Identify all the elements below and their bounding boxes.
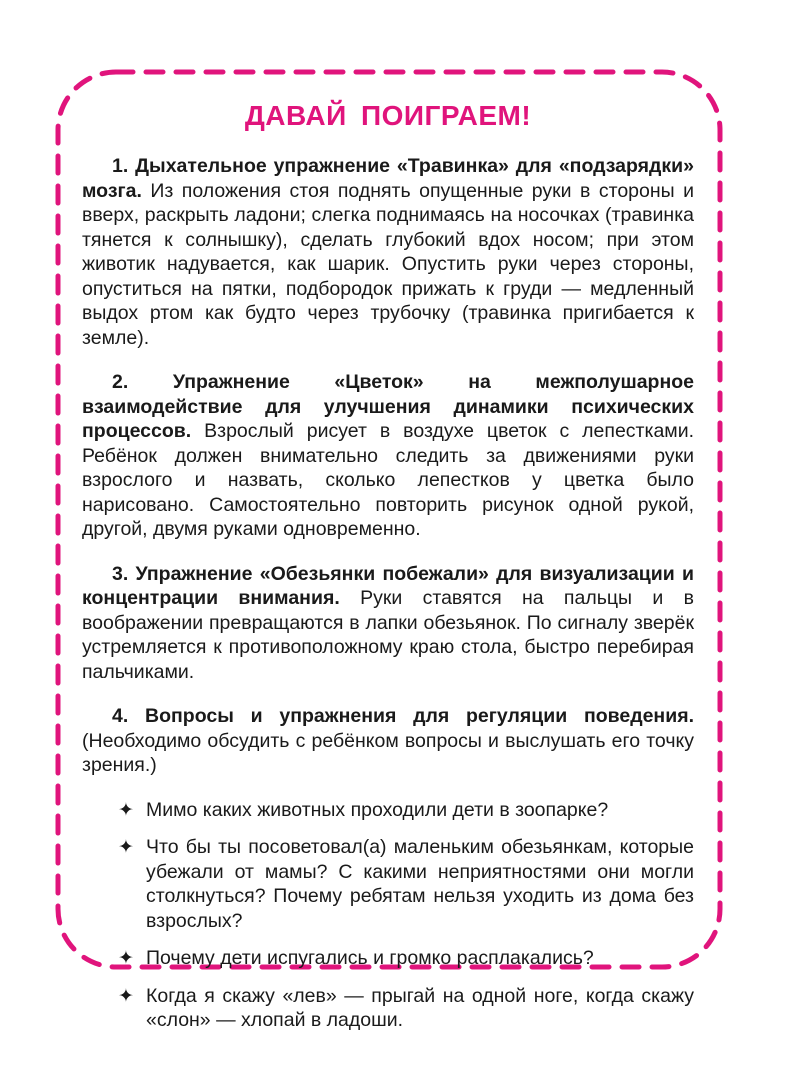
list-item-text: Что бы ты посоветовал(а) маленьким обезьянкам, которые убежали от мамы? С какими неприятностями они могли столкнуться? Почему ребятам нельзя уходить из дома без взрослых? <box>146 836 694 932</box>
exercise-3 <box>82 562 694 685</box>
exercise-1 <box>82 154 694 350</box>
exercise-1-heading: 1. Дыхательное упражнение «Травинка» для «подзарядки» мозга. <box>82 155 694 202</box>
list-item <box>118 946 694 971</box>
exercise-4 <box>82 704 694 778</box>
exercise-1-body: Из положения стоя поднять опущенные руки в стороны и вверх, раскрыть ладони; слегка поднимаясь на носочках (травинка тянется к солнышку), сделать глубокий вдох носом; при этом животик надувается, как шарик. Опустить руки через стороны, опуститься на пятки, подбородок прижать к груди — медленный выдох ртом как будто через трубочку (травинка пригибается к земле). <box>82 179 694 349</box>
exercise-2 <box>82 370 694 542</box>
four-point-star-icon: ✦ <box>118 837 134 858</box>
list-item-text: Когда я скажу «лев» — прыгай на одной ноге, когда скажу «слон» — хлопай в ладоши. <box>146 984 694 1031</box>
four-point-star-icon: ✦ <box>118 948 134 969</box>
list-item-text: Почему дети испугались и громко расплакались? <box>146 947 594 969</box>
game-card <box>82 100 694 1046</box>
exercise-2-body: Взрослый рисует в воздухе цветок с лепестками. Ребёнок должен внимательно следить за движениями руки взрослого и назвать, сколько лепестков у цветка было нарисовано. Самостоятельно повторить рисунок одной рукой, другой, двумя руками одновременно. <box>82 420 694 540</box>
exercise-4-body: (Необходимо обсудить с ребёнком вопросы и выслушать его точку зрения.) <box>82 729 694 776</box>
four-point-star-icon: ✦ <box>118 985 134 1007</box>
exercise-4-heading: 4. Вопросы и упражнения для регуляции поведения. <box>112 705 694 727</box>
list-item <box>118 835 694 933</box>
list-item <box>118 984 694 1033</box>
page-title: ДАВАЙ ПОИГРАЕМ! <box>244 100 532 131</box>
list-item <box>118 798 694 823</box>
exercise-3-heading: 3. Упражнение «Обезьянки побежали» для визуализации и концентрации внимания. <box>82 562 694 609</box>
exercise-2-heading: 2. Упражнение «Цветок» на межполушарное взаимодействие для улучшения динамики психических процессов. <box>82 371 694 442</box>
question-list <box>82 798 694 1033</box>
exercise-3-body: Руки ставятся на пальцы и в воображении превращаются в лапки обезьянок. По сигналу зверёк устремляется к противоположному краю стола, быстро перебирая пальчиками. <box>82 587 694 683</box>
list-item-text: Мимо каких животных проходили дети в зоопарке? <box>146 798 609 821</box>
four-point-star-icon: ✦ <box>118 799 134 821</box>
